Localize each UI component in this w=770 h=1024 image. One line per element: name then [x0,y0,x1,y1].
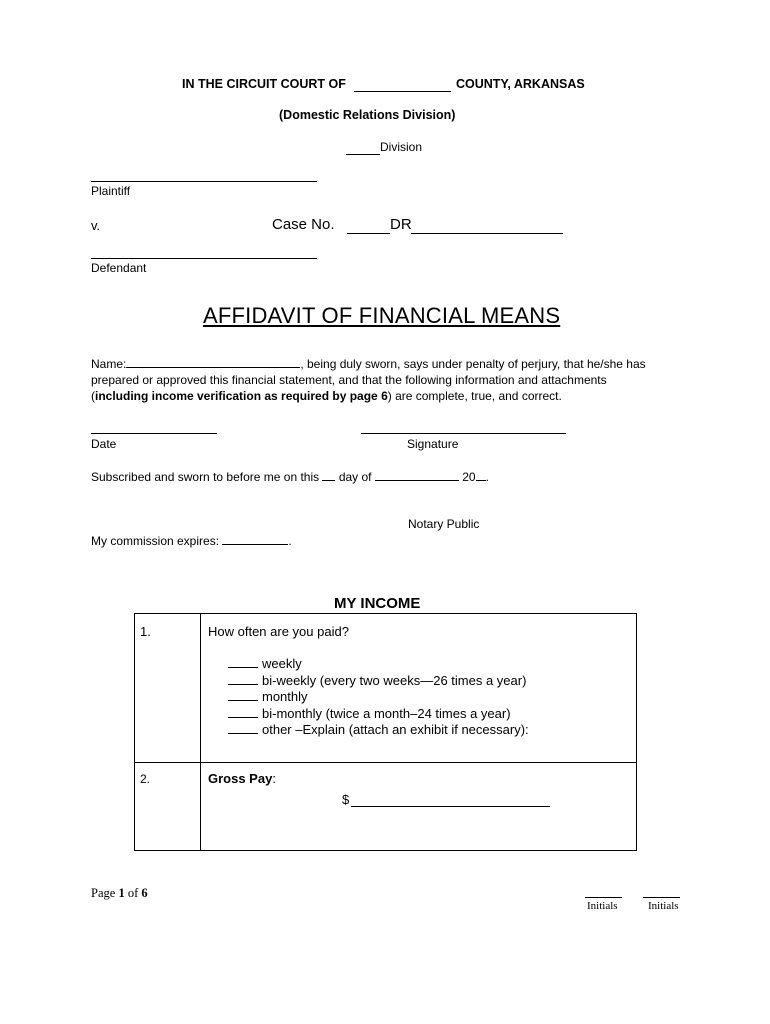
plaintiff-blank[interactable] [91,181,317,182]
gross-pay-label-wrap [208,771,276,786]
row-2-number: 2. [140,772,151,786]
name-label: Name: [91,357,127,371]
option-bi-weekly[interactable] [228,673,529,690]
defendant-blank[interactable] [91,258,317,259]
option-monthly[interactable] [228,689,529,706]
court-suffix: COUNTY, ARKANSAS [456,77,585,91]
currency-symbol: $ [342,792,350,807]
page-of: of [124,886,142,900]
case-no-label: Case No. [272,216,335,233]
plaintiff-label: Plaintiff [91,184,131,198]
initials-blank-1[interactable] [585,897,622,898]
option-bi-monthly[interactable] [228,706,529,723]
table-column-divider [200,613,201,851]
table-row-divider [134,762,637,763]
division-label: Division [380,140,423,154]
initials-label-1: Initials [587,900,618,912]
case-prefix-blank[interactable] [347,233,390,234]
affidavit-line-1 [91,356,646,372]
option-label: bi-weekly (every two weeks—26 times a year) [262,672,527,688]
subscribed-text-c: 20 [462,470,476,484]
commission-label: My commission expires: [91,534,220,548]
county-blank[interactable] [354,91,451,92]
gross-pay-colon: : [272,771,276,786]
option-blank[interactable] [228,673,258,685]
subscribed-line [91,469,489,484]
subscribed-text-a: Subscribed and sworn to before me on this [91,470,320,484]
option-blank[interactable] [228,689,258,701]
pay-frequency-options [228,656,529,739]
division-name: (Domestic Relations Division) [279,108,456,122]
court-prefix: IN THE CIRCUIT COURT OF [182,77,346,91]
date-blank[interactable] [91,433,217,434]
affidavit-line-3 [91,388,562,404]
income-verification-note: including income verification as required by page 6 [95,389,388,403]
option-other[interactable] [228,722,529,739]
affidavit-line-2: prepared or approved this financial statement, and that the following information and attachments [91,373,607,387]
document-title: AFFIDAVIT OF FINANCIAL MEANS [203,303,561,328]
notary-label: Notary Public [408,517,480,531]
option-weekly[interactable] [228,656,529,673]
page-current: 1 [118,886,125,900]
name-blank[interactable] [126,356,300,368]
option-blank[interactable] [228,722,258,734]
gross-pay-amount-blank[interactable] [351,806,550,807]
case-number-blank[interactable] [411,233,563,234]
commission-end: . [288,534,292,548]
case-code: DR [390,216,412,233]
date-label: Date [91,437,117,451]
option-blank[interactable] [228,706,258,718]
signature-blank[interactable] [361,433,566,434]
page-prefix: Page [91,886,119,900]
affidavit-line-3-rest: ) are complete, true, and correct. [387,389,562,403]
commission-line [91,533,292,548]
initials-blank-2[interactable] [643,897,680,898]
option-label: bi-monthly (twice a month–24 times a year) [262,705,511,721]
court-header [182,77,346,91]
page-indicator [91,886,148,901]
subscribed-text-d: . [485,470,489,484]
pay-frequency-question: How often are you paid? [208,624,349,639]
option-blank[interactable] [228,656,258,668]
option-label: other –Explain (attach an exhibit if necessary): [262,722,529,737]
day-blank[interactable] [322,469,335,481]
defendant-label: Defendant [91,261,147,275]
affidavit-line-1-rest: , being duly sworn, says under penalty of perjury, that he/she has [300,357,646,371]
month-blank[interactable] [375,469,459,481]
row-1-number: 1. [140,624,151,639]
year-blank[interactable] [476,469,486,481]
versus-label: v. [91,218,101,233]
initials-label-2: Initials [648,900,679,912]
income-section-title: MY INCOME [334,595,421,612]
subscribed-text-b: day of [338,470,372,484]
page-total: 6 [141,886,148,900]
division-blank[interactable] [346,154,380,155]
option-label: weekly [262,656,302,671]
option-label: monthly [262,689,308,704]
commission-blank[interactable] [222,533,288,545]
signature-label: Signature [407,437,459,451]
gross-pay-label: Gross Pay [208,771,273,786]
paren-open: ( [91,389,95,403]
